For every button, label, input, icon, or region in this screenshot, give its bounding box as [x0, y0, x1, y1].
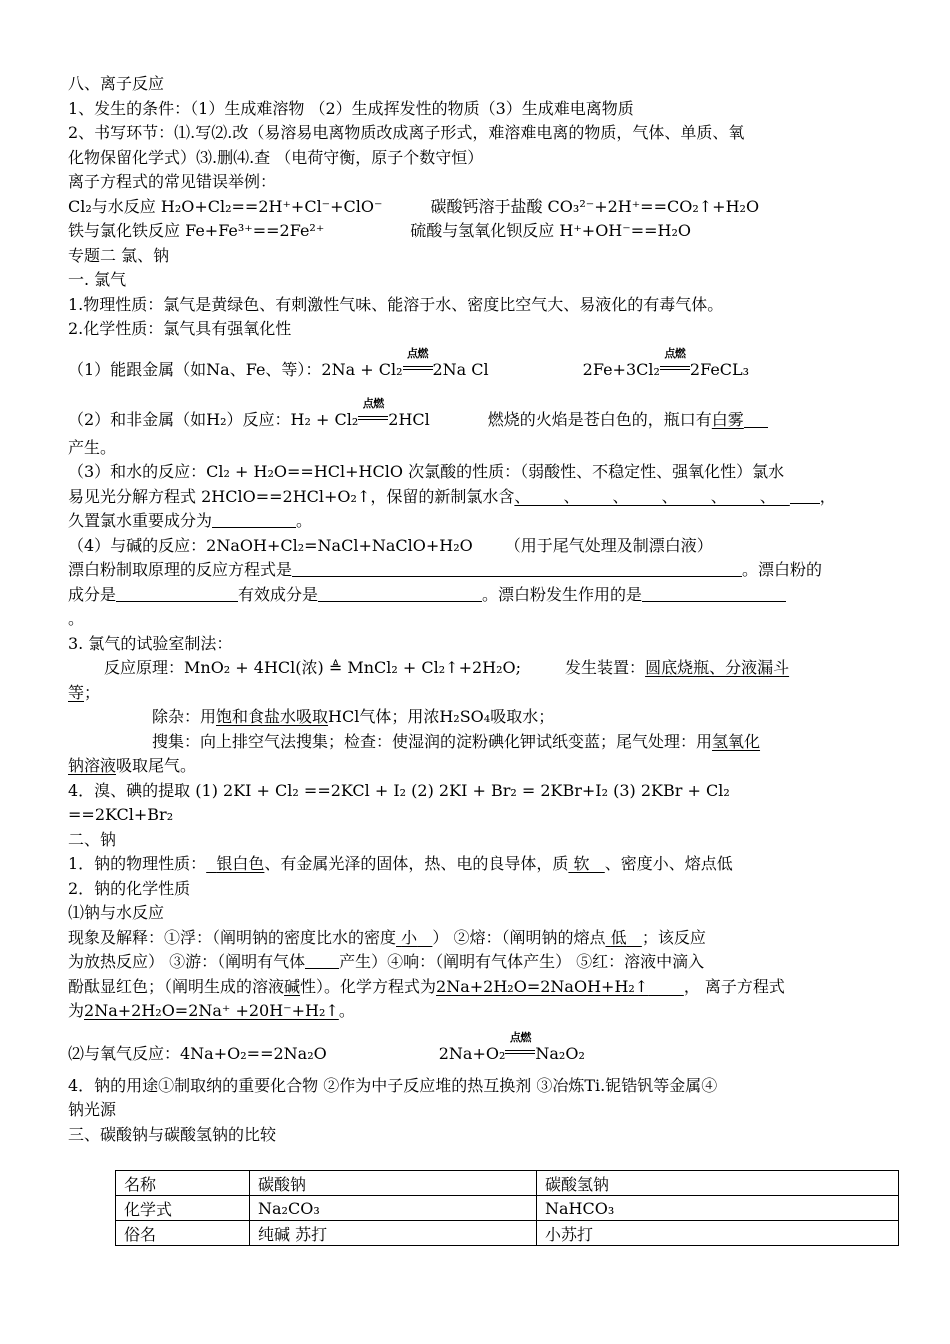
- answer-underlined: 低: [610, 927, 627, 947]
- table-row: [116, 1196, 899, 1221]
- comparison-table: [115, 1170, 899, 1246]
- text: ， 离子方程式: [683, 976, 785, 996]
- text: 搜集：向上排空气法搜集；检查：使湿润的淀粉碘化钾试纸变蓝；尾气处理：用: [152, 731, 713, 751]
- text-line: [68, 583, 883, 608]
- text-line: 离子方程式的常见错误举例：: [68, 172, 277, 191]
- blank: [642, 585, 786, 602]
- equation: 2Na Cl: [432, 359, 489, 379]
- text: 。漂白粉发生作用的是: [482, 584, 643, 604]
- text: ） ②熔：（阐明钠的熔点: [432, 927, 606, 947]
- text: ；该反应: [641, 927, 706, 947]
- text: 燃烧的火焰是苍白色的，瓶口有: [487, 409, 712, 429]
- answer-underlined: 银白色: [216, 854, 265, 873]
- equation-line: [68, 1030, 883, 1066]
- equation: 碳酸钙溶于盐酸 CO₃²⁻+2H⁺==CO₂↑+H₂O: [430, 196, 760, 216]
- text-line: 2.化学性质：氯气具有强氧化性: [68, 319, 292, 338]
- text-line: 1.物理性质：氯气是黄绿色、有刺激性气味、能溶于水、密度比空气大、易液化的有毒气体。: [68, 294, 724, 314]
- text: 产生）④响：（阐明有气体产生） ⑤红：溶液中滴入: [339, 952, 705, 971]
- text: 成分是: [68, 584, 117, 604]
- equation-line: [68, 396, 883, 432]
- table-cell: 俗名: [116, 1221, 250, 1246]
- ignite-condition: [358, 396, 388, 426]
- answer-underlined: 饱和食盐水吸取: [216, 707, 329, 726]
- blank: [744, 411, 768, 428]
- topic-heading: 专题二 氯、钠: [68, 245, 170, 265]
- text: 为: [68, 1001, 85, 1020]
- text: ，: [819, 486, 836, 506]
- table-cell: 小苏打: [537, 1221, 899, 1246]
- text: 久置氯水重要成分为: [68, 511, 213, 530]
- text-line: [68, 730, 883, 755]
- text-line: [68, 926, 883, 951]
- text: 、密度小、熔点低: [604, 854, 733, 873]
- table-cell: 化学式: [116, 1196, 250, 1221]
- answer-underlined: 软: [573, 854, 590, 873]
- text: 、有金属光泽的固体，热、电的良导体，质: [264, 854, 569, 873]
- text: 漂白粉制取原理的反应方程式是: [68, 560, 293, 579]
- equation: 2FeCL₃: [689, 359, 750, 379]
- table-cell: 纯碱 苏打: [250, 1221, 537, 1246]
- section-heading: 三、碳酸钠与碳酸氢钠的比较: [68, 1124, 277, 1144]
- ignite-condition: [660, 346, 690, 376]
- text: 为放热反应） ③游：（阐明有气体: [68, 952, 306, 971]
- blank: [116, 585, 238, 602]
- text-line: 4．溴、碘的提取 (1) 2KI + Cl₂ ==2KCl + I₂ (2) 2KI + Br₂ = 2KBr+I₂ (3) 2KBr + Cl₂: [68, 780, 730, 800]
- answer-underlined: 氢氧化: [712, 731, 761, 751]
- text-line: [68, 999, 883, 1024]
- answer-underlined: 碱: [284, 976, 301, 996]
- equation: （1）能跟金属（如Na、Fe、等）：2Na + Cl₂: [68, 359, 403, 379]
- text: 。: [296, 511, 313, 530]
- answer-underlined: 等: [68, 682, 85, 702]
- answer-underlined: 圆底烧瓶、分液漏斗: [645, 658, 790, 677]
- answer-underlined: 小: [401, 927, 418, 947]
- equation: 反应原理：MnO₂ + 4HCl(浓) ≜ MnCl₂ + Cl₂↑+2H₂O;: [104, 658, 522, 677]
- text: 除杂：用: [152, 707, 217, 726]
- text: ；: [84, 682, 101, 702]
- text: 酚酞显红色；（阐明生成的溶液: [68, 976, 285, 996]
- text-line: [68, 681, 883, 706]
- text: HCl气体；用浓H₂SO₄吸取水；: [328, 707, 555, 726]
- section-heading: 一. 氯气: [68, 270, 127, 289]
- text: 有效成分是: [238, 584, 319, 604]
- text-line: [68, 852, 883, 877]
- text: 现象及解释：①浮：（阐明钠的密度比水的密度: [68, 927, 397, 947]
- blank: [790, 487, 820, 504]
- text-line: 产生。: [68, 437, 117, 457]
- equation: Cl₂与水反应 H₂O+Cl₂==2H⁺+Cl⁻+ClO⁻: [68, 196, 383, 216]
- text-line: 。: [68, 609, 85, 628]
- text-line: 钠光源: [68, 1100, 117, 1119]
- text-line: （3）和水的反应：Cl₂ + H₂O==HCl+HClO 次氯酸的性质：（弱酸性、不稳定性、强氧化性）氯水: [68, 462, 785, 481]
- text-line: [68, 558, 883, 583]
- text-line: [68, 509, 883, 534]
- text-line: [68, 656, 883, 681]
- text-line: 4．钠的用途①制取纳的重要化合物 ②作为中子反应堆的热互换剂 ③冶炼Ti.铌锆钒等金属④: [68, 1075, 718, 1095]
- text: （用于尾气处理及制漂白液）: [504, 535, 713, 555]
- equation-line: [68, 195, 883, 220]
- equation: 2Fe+3Cl₂: [582, 359, 660, 379]
- answer-underlined: 2Na+2H₂O=2NaOH+H₂↑: [436, 976, 649, 996]
- blank: [212, 511, 296, 528]
- answer-underlined: 白雾: [711, 409, 744, 429]
- table-cell: 名称: [116, 1171, 250, 1196]
- blank: [318, 585, 482, 602]
- blank: [305, 952, 339, 969]
- text: 发生装置：: [565, 658, 646, 677]
- text-line: ⑴钠与水反应: [68, 903, 165, 922]
- answer-underlined: 2Na+2H₂O=2Na⁺ +20H⁻+H₂↑: [84, 1001, 339, 1020]
- text-line: [68, 754, 883, 779]
- condition-label: 点燃: [509, 1030, 531, 1044]
- text-line: [68, 534, 883, 559]
- text-line: [68, 705, 883, 730]
- table-row: [116, 1221, 899, 1246]
- document-body: [68, 72, 883, 1147]
- text-line: [68, 950, 883, 975]
- text: 1．钠的物理性质：: [68, 854, 207, 873]
- condition-label: 点燃: [664, 346, 686, 360]
- table-cell: NaHCO₃: [537, 1196, 899, 1221]
- equation: Na₂O₂: [535, 1043, 585, 1063]
- text-line: 1、发生的条件：（1）生成难溶物 （2）生成挥发性的物质（3）生成难电离物质: [68, 98, 634, 118]
- text: 。漂白粉的: [742, 560, 823, 579]
- text-line: 化物保留化学式）⑶.删⑷.查 （电荷守衡，原子个数守恒）: [68, 147, 484, 167]
- table-row: [116, 1171, 899, 1196]
- text-line: [68, 975, 883, 1000]
- section-heading: 二、钠: [68, 829, 117, 849]
- text-line: ==2KCl+Br₂: [68, 805, 174, 824]
- equation-line: [68, 219, 883, 244]
- blank: [292, 560, 742, 577]
- ignite-condition: [403, 346, 433, 376]
- table-cell: Na₂CO₃: [250, 1196, 537, 1221]
- equation-line: [68, 346, 883, 382]
- table-cell: 碳酸钠: [250, 1171, 537, 1196]
- text-line: 2、书写环节：⑴.写⑵.改（易溶易电离物质改成离子形式，难溶难电离的物质，气体、单质、氧: [68, 123, 745, 142]
- equation: ⑵与氧气反应：4Na+O₂==2Na₂O: [68, 1043, 327, 1063]
- equation: （4）与碱的反应：2NaOH+Cl₂=NaCl+NaClO+H₂O: [68, 535, 473, 555]
- equation: 2HCl: [388, 409, 430, 429]
- answer-underlined: 钠溶液: [68, 756, 117, 775]
- text-line: 3. 氯气的试验室制法：: [68, 633, 233, 653]
- text: 。: [338, 1001, 355, 1020]
- section-heading: 八、离子反应: [68, 74, 165, 93]
- text: 吸取尾气。: [116, 756, 197, 775]
- text-line: 2．钠的化学性质: [68, 878, 191, 898]
- equation: 铁与氯化铁反应 Fe+Fe³⁺==2Fe²⁺: [68, 221, 325, 240]
- condition-label: 点燃: [362, 396, 384, 410]
- ignite-condition: [505, 1030, 535, 1060]
- text: 性）。化学方程式为: [300, 976, 437, 996]
- condition-label: 点燃: [407, 346, 428, 360]
- equation: （2）和非金属（如H₂）反应：H₂ + Cl₂: [68, 409, 359, 429]
- text-line: [68, 485, 883, 510]
- equation: 硫酸与氢氧化钡反应 H⁺+OH⁻==H₂O: [410, 221, 692, 240]
- fill-blank-list: 、 、 、 、 、 、: [514, 486, 790, 506]
- text: 易见光分解方程式 2HClO==2HCl+O₂↑，保留的新制氯水含: [68, 486, 515, 506]
- table-cell: 碳酸氢钠: [537, 1171, 899, 1196]
- equation: 2Na+O₂: [438, 1043, 506, 1063]
